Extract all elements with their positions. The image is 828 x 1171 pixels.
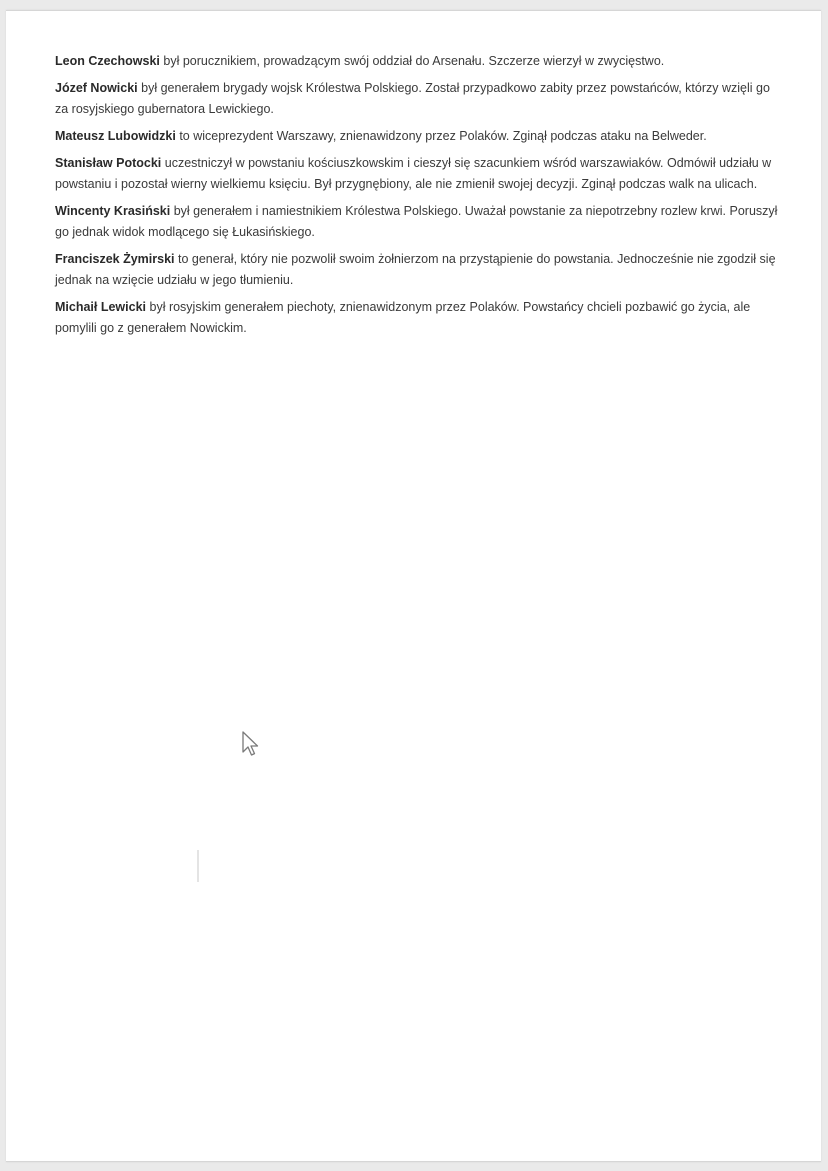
document-body	[55, 51, 785, 345]
person-name: Stanisław Potocki	[55, 156, 162, 170]
person-name: Mateusz Lubowidzki	[55, 129, 176, 143]
paragraph-potocki	[55, 153, 785, 195]
person-name: Franciszek Żymirski	[55, 252, 175, 266]
paragraph-text: był generałem i namiestnikiem Królestwa Polskiego. Uważał powstanie za niepotrzebny rozlew krwi. Poruszył go jednak widok modlącego się Łukasińskiego.	[55, 204, 778, 239]
paragraph-text: był generałem brygady wojsk Królestwa Polskiego. Został przypadkowo zabity przez powstańców, którzy wzięli go za rosyjskiego gubernatora Lewickiego.	[55, 81, 770, 116]
paragraph-czechowski	[55, 51, 785, 72]
mouse-pointer-icon	[240, 730, 260, 760]
document-page	[6, 10, 821, 1162]
paragraph-zymirski	[55, 249, 785, 291]
person-name: Michaił Lewicki	[55, 300, 147, 314]
person-name: Leon Czechowski	[55, 54, 160, 68]
paragraph-text: to wiceprezydent Warszawy, znienawidzony przez Polaków. Zginął podczas ataku na Belweder.	[175, 129, 707, 143]
paragraph-lewicki	[55, 297, 785, 339]
person-name: Wincenty Krasiński	[55, 204, 171, 218]
person-name: Józef Nowicki	[55, 81, 138, 95]
paragraph-krasinski	[55, 201, 785, 243]
paragraph-nowicki	[55, 78, 785, 120]
paragraph-text: uczestniczył w powstaniu kościuszkowskim i cieszył się szacunkiem wśród warszawiaków. Odmówił udziału w powstaniu i pozostał wierny wielkiemu księciu. Był przygnębiony, ale nie zmienił swojej decyzji. Zginął podczas walk na ulicach.	[55, 156, 772, 191]
paragraph-lubowidzki	[55, 126, 785, 147]
paragraph-text: był rosyjskim generałem piechoty, znienawidzonym przez Polaków. Powstańcy chcieli pozbawić go życia, ale pomylili go z generałem Nowickim.	[55, 300, 751, 335]
paragraph-text: to generał, który nie pozwolił swoim żołnierzom na przystąpienie do powstania. Jednocześnie nie zgodził się jednak na wzięcie udziału w jego tłumieniu.	[55, 252, 776, 287]
paragraph-text: był porucznikiem, prowadzącym swój oddział do Arsenału. Szczerze wierzył w zwycięstwo.	[159, 54, 665, 68]
scan-artifact	[197, 850, 199, 882]
